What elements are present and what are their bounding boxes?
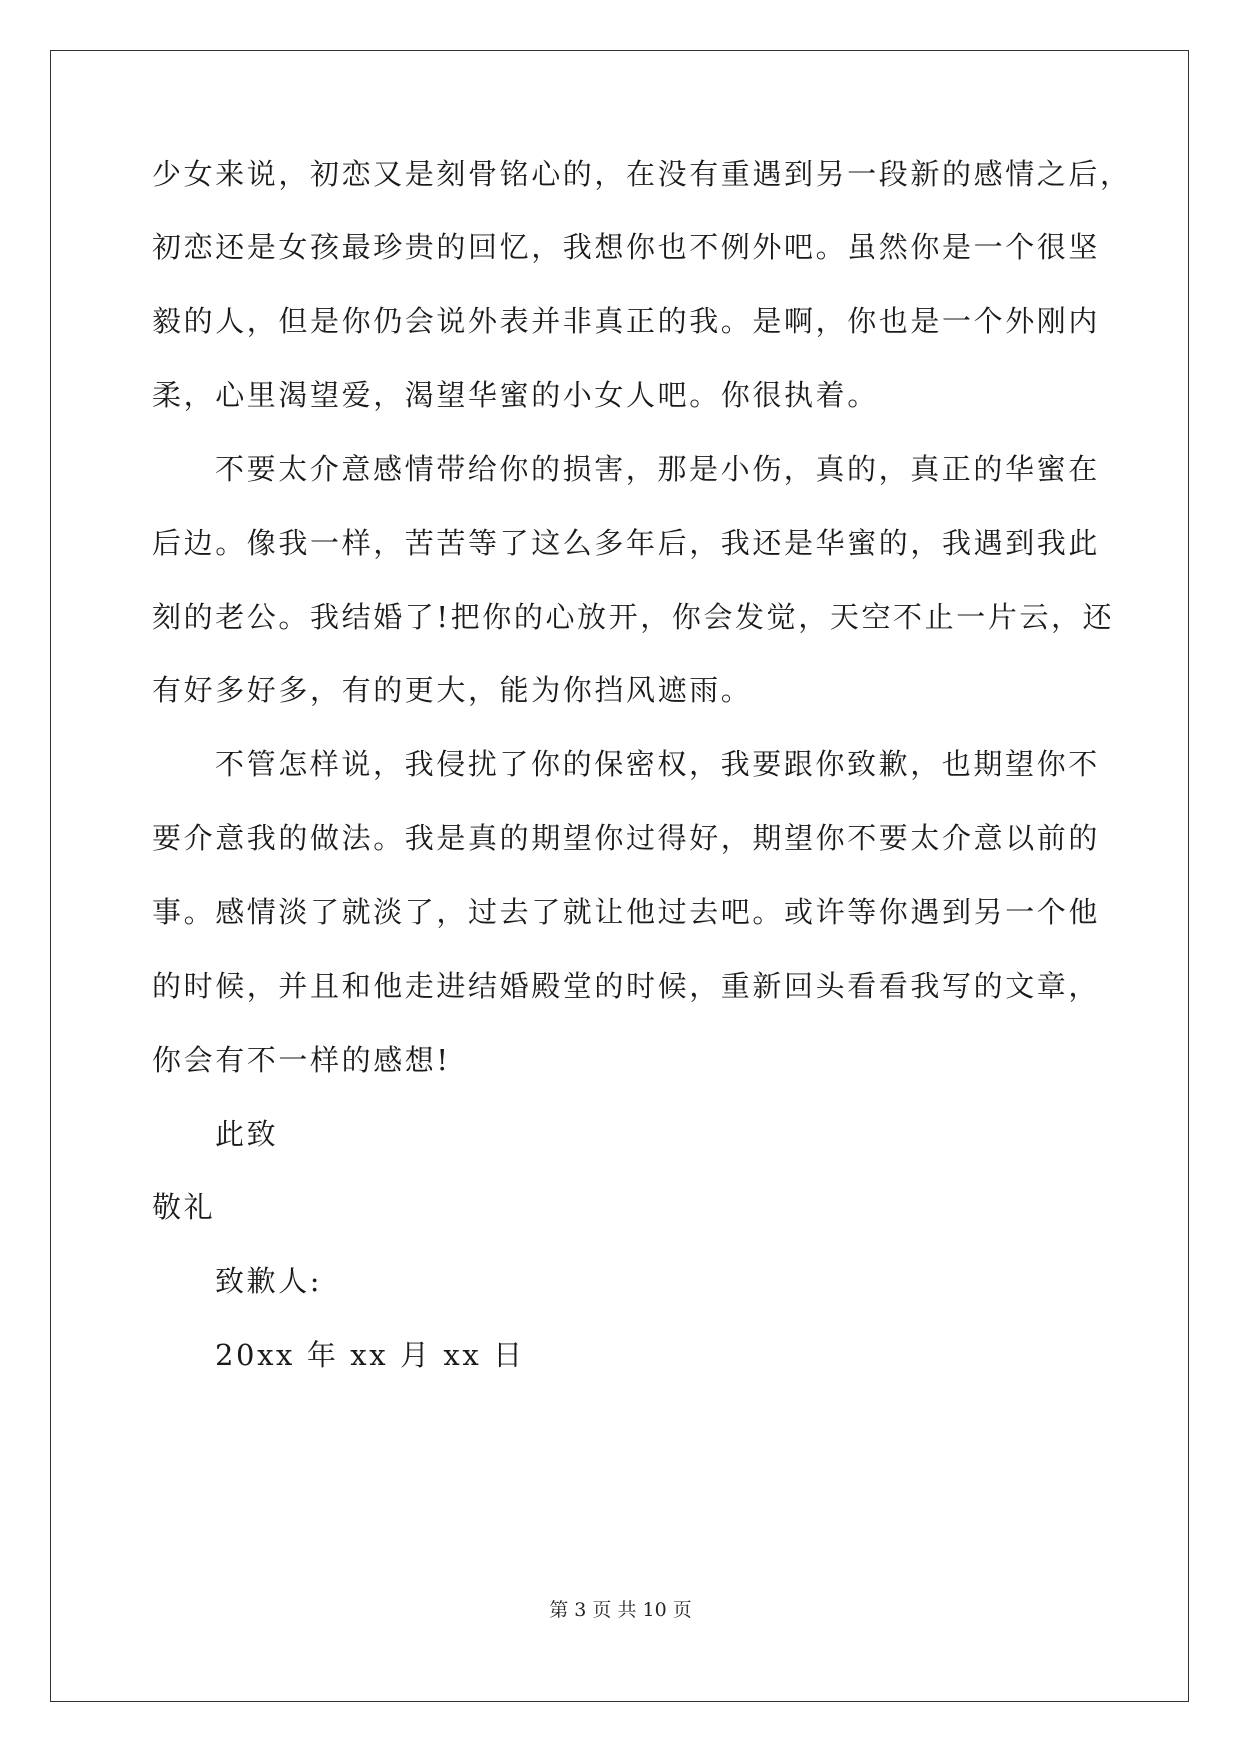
paragraph-1-line-3: 毅的人，但是你仍会说外表并非真正的我。是啊，你也是一个外刚内 [152,304,1101,338]
paragraph-2-line-4: 有好多好多，有的更大，能为你挡风遮雨。 [152,673,753,707]
signature-label: 致歉人: [215,1264,323,1298]
paragraph-1-line-1: 少女来说，初恋又是刻骨铭心的，在没有重遇到另一段新的感情之后， [152,157,1132,191]
page-border [50,50,1189,1702]
closing-greeting: 此致 [215,1117,279,1151]
closing-salute: 敬礼 [152,1190,216,1224]
paragraph-2-line-2: 后边。像我一样，苦苦等了这么多年后，我还是华蜜的，我遇到我此 [152,526,1101,560]
paragraph-3-line-5: 你会有不一样的感想! [152,1043,451,1077]
paragraph-2-line-1: 不要太介意感情带给你的损害，那是小伤，真的，真正的华蜜在 [215,452,1100,486]
paragraph-3-line-3: 事。感情淡了就淡了，过去了就让他过去吧。或许等你遇到另一个他 [152,895,1101,929]
paragraph-3-line-2: 要介意我的做法。我是真的期望你过得好，期望你不要太介意以前的 [152,821,1101,855]
paragraph-1-line-2: 初恋还是女孩最珍贵的回忆，我想你也不例外吧。虽然你是一个很坚 [152,230,1101,264]
letter-date: 20xx 年 xx 月 xx 日 [215,1338,525,1372]
paragraph-1-line-4: 柔，心里渴望爱，渴望华蜜的小女人吧。你很执着。 [152,378,879,412]
paragraph-3-line-4: 的时候，并且和他走进结婚殿堂的时候，重新回头看看我写的文章， [152,969,1101,1003]
page-number-footer: 第 3 页 共 10 页 [549,1599,692,1621]
paragraph-3-line-1: 不管怎样说，我侵扰了你的保密权，我要跟你致歉，也期望你不 [215,747,1100,781]
paragraph-2-line-3: 刻的老公。我结婚了!把你的心放开，你会发觉，天空不止一片云，还 [152,600,1115,634]
